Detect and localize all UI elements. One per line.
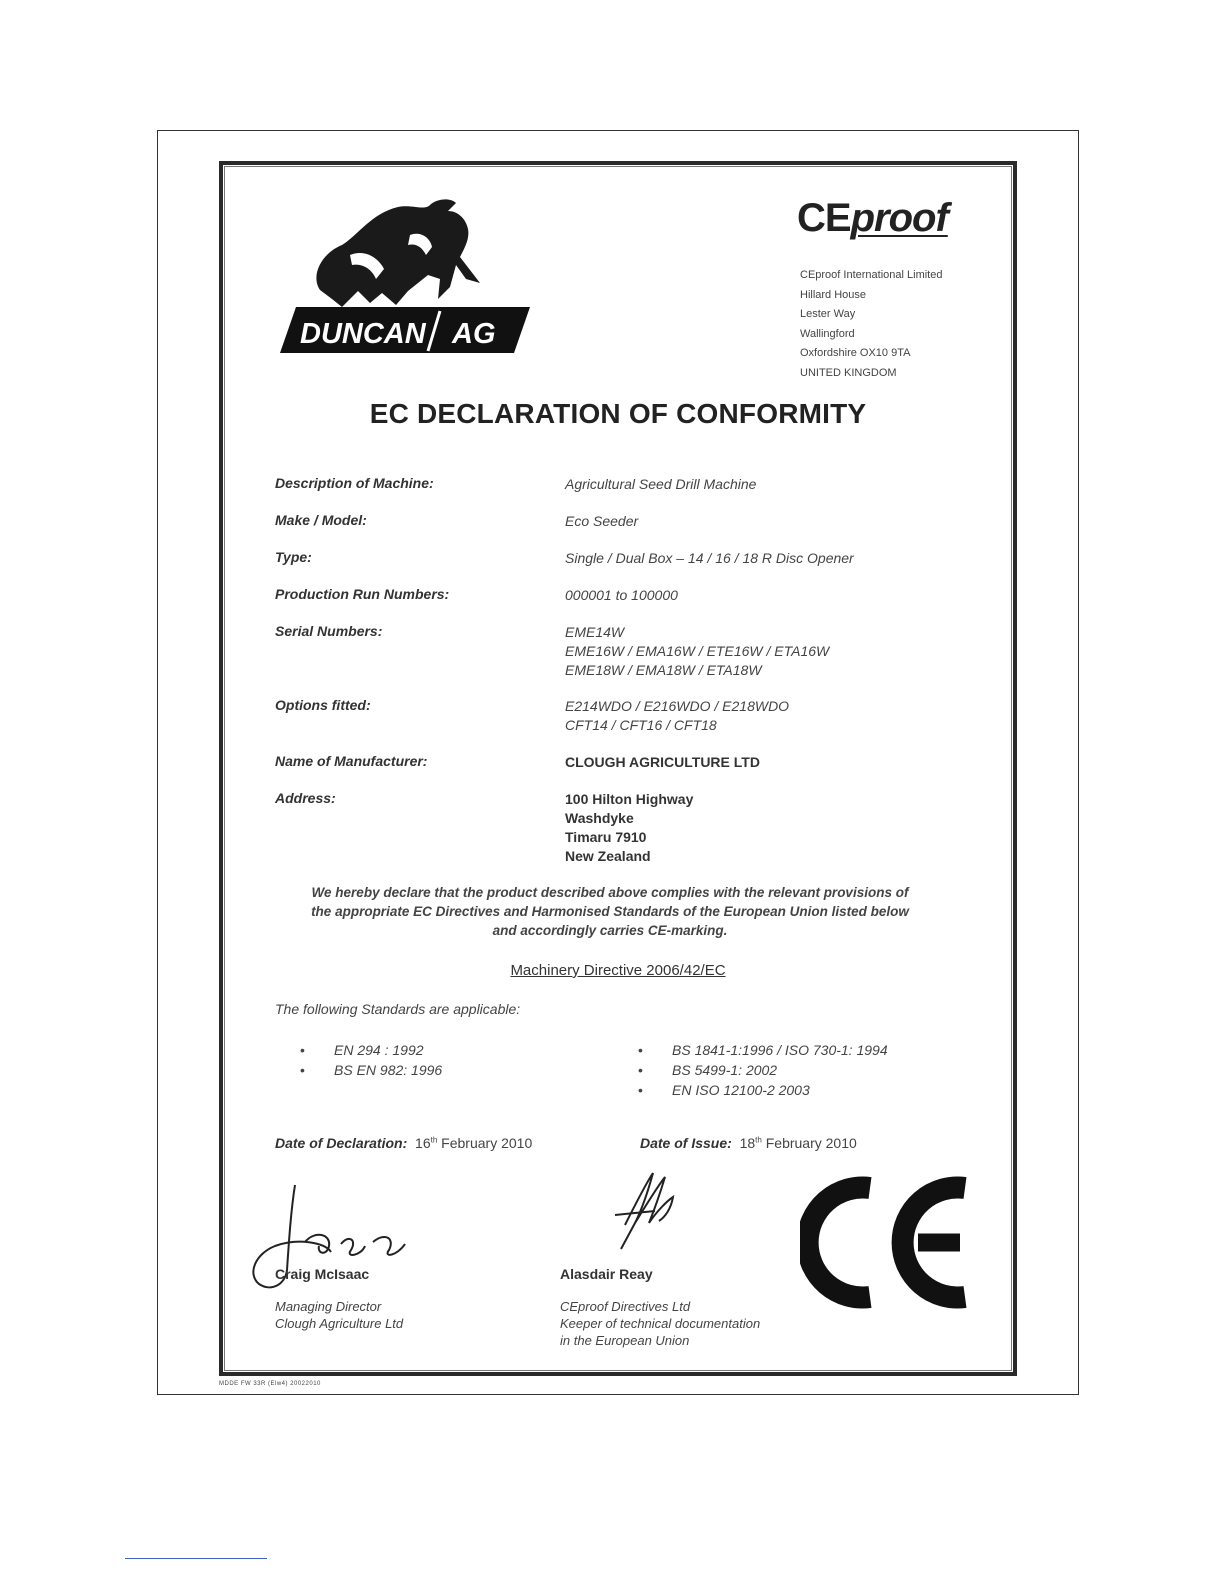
signatory-left-name: Craig McIsaac [275, 1266, 370, 1282]
document-title: EC DECLARATION OF CONFORMITY [369, 398, 867, 429]
serial-values [565, 623, 829, 680]
standard-item: • BS 1841-1:1996 / ISO 730-1: 1994 [638, 1040, 888, 1060]
signature-right [595, 1165, 695, 1255]
standard-item: • BS EN 982: 1996 [300, 1060, 442, 1080]
declaration-date-day: 16 [415, 1135, 431, 1151]
declaration-line: the appropriate EC Directives and Harmonised Standards of the European Union listed below [311, 904, 909, 919]
ceproof-address-line: Wallingford [800, 327, 855, 340]
document-reference: MDDE FW 33R (Elw4) 20022010 [219, 1381, 321, 1387]
manufacturer-label: Name of Manufacturer: [275, 753, 428, 769]
standards-list-left [300, 1040, 442, 1080]
standard-item: • BS 5499-1: 2002 [638, 1060, 888, 1080]
machinery-directive: Machinery Directive 2006/42/EC [510, 962, 726, 979]
ceproof-address-line: CEproof International Limited [800, 269, 943, 281]
standards-list-right [638, 1040, 888, 1100]
serial-label: Serial Numbers: [275, 623, 383, 639]
ceproof-logo-proof: proof [850, 196, 948, 240]
issue-date-day: 18 [739, 1135, 756, 1151]
declaration-date-suffix: th [430, 1135, 438, 1145]
standard-item: • EN ISO 12100-2 2003 [638, 1080, 888, 1100]
ceproof-address-line: Oxfordshire OX10 9TA [800, 347, 911, 359]
manufacturer-value: CLOUGH AGRICULTURE LTD [565, 754, 760, 770]
standards-intro: The following Standards are applicable: [275, 1001, 521, 1017]
production-label: Production Run Numbers: [275, 586, 450, 602]
issue-date-suffix: th [755, 1135, 762, 1145]
declaration-date-rest: February 2010 [441, 1135, 533, 1151]
address-line: Timaru 7910 [565, 829, 647, 845]
options-line: CFT14 / CFT16 / CFT18 [565, 717, 717, 733]
address-line: 100 Hilton Highway [565, 791, 694, 807]
declaration-text [260, 883, 960, 940]
options-label: Options fitted: [275, 697, 371, 713]
ceproof-logo [797, 196, 948, 241]
ceproof-logo-ce: CE [797, 196, 851, 240]
issue-date-label: Date of Issue: [640, 1135, 732, 1151]
role-line: CEproof Directives Ltd [560, 1299, 691, 1314]
options-values [565, 697, 789, 735]
issue-date-rest: February 2010 [765, 1135, 857, 1151]
standard-item: • EN 294 : 1992 [300, 1040, 442, 1060]
serial-line: EME16W / EMA16W / ETE16W / ETA16W [565, 643, 830, 659]
date-of-issue [640, 1135, 857, 1151]
brand-suffix: AG [452, 318, 496, 350]
ceproof-address [800, 266, 942, 383]
bull-icon [316, 199, 480, 307]
role-line: Managing Director [275, 1299, 382, 1314]
production-value: 000001 to 100000 [565, 587, 678, 603]
declaration-date-label: Date of Declaration: [275, 1135, 408, 1151]
serial-line: EME18W / EMA18W / ETA18W [565, 662, 762, 678]
address-line: New Zealand [565, 848, 651, 864]
serial-line: EME14W [565, 624, 625, 640]
options-line: E214WDO / E216WDO / E218WDO [565, 698, 790, 714]
signatory-right-name: Alasdair Reay [560, 1266, 653, 1282]
signatory-left-role [275, 1298, 403, 1332]
footer-rule [125, 1558, 267, 1559]
make-value: Eco Seeder [565, 513, 639, 529]
duncan-ag-logo [280, 195, 530, 360]
ceproof-address-line: UNITED KINGDOM [800, 366, 897, 379]
ceproof-address-line: Lester Way [800, 308, 856, 320]
role-line: Clough Agriculture Ltd [275, 1316, 404, 1331]
description-label: Description of Machine: [275, 475, 434, 491]
brand-text: DUNCAN [300, 318, 426, 350]
signature-left [245, 1180, 420, 1300]
declaration-line: We hereby declare that the product described above complies with the relevant provisions of [311, 885, 909, 900]
address-label: Address: [275, 790, 336, 806]
description-value: Agricultural Seed Drill Machine [565, 476, 757, 492]
type-value: Single / Dual Box – 14 / 16 / 18 R Disc Opener [565, 550, 854, 566]
address-values [565, 790, 693, 866]
ceproof-address-line: Hillard House [800, 288, 867, 301]
ce-mark-icon [800, 1170, 975, 1315]
role-line: in the European Union [560, 1333, 690, 1348]
signatory-right-role [560, 1298, 760, 1349]
address-line: Washdyke [565, 810, 634, 826]
role-line: Keeper of technical documentation [560, 1316, 761, 1331]
type-label: Type: [275, 549, 312, 565]
make-label: Make / Model: [275, 512, 367, 528]
declaration-line: and accordingly carries CE-marking. [492, 923, 728, 938]
date-of-declaration [275, 1135, 532, 1151]
